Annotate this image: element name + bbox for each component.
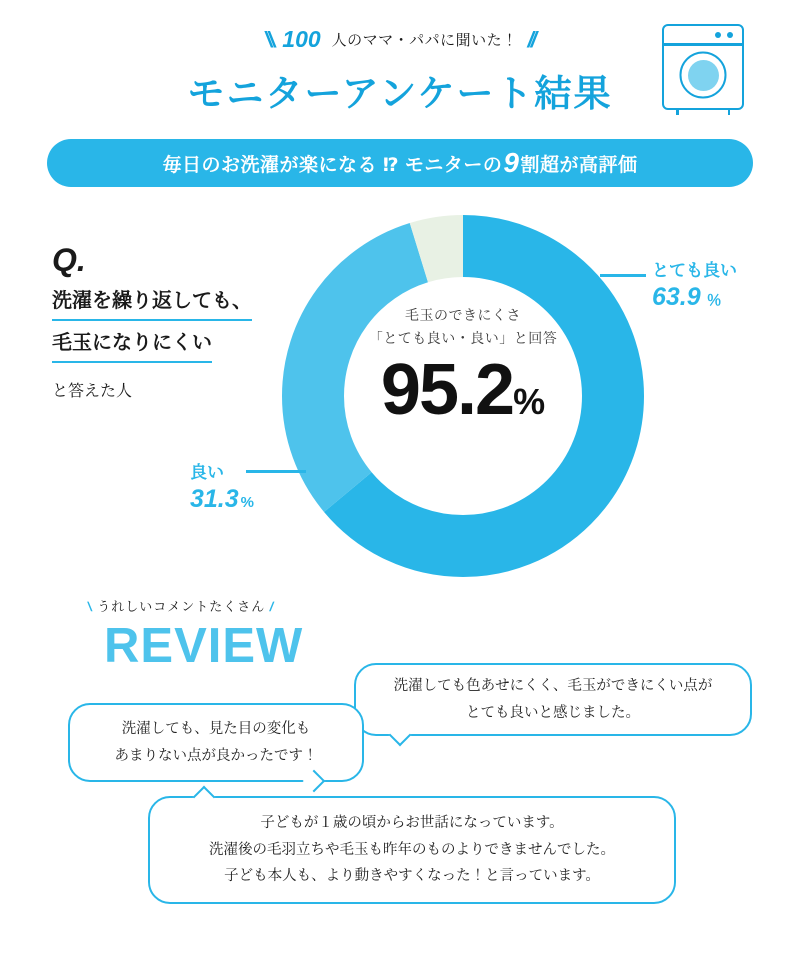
review-kicker [88,596,275,615]
question-tail: と答えた人 [52,383,133,400]
donut-center-value [279,350,647,431]
label-very-good-unit: ％ [706,292,722,309]
review-bubble-1-text [394,673,713,727]
label-good-number: 31.3 [190,485,239,513]
review-bubble-3-line-1: 子どもが１歳の頃からお世話になっています。 [260,814,564,831]
label-good-unit: % [240,494,255,511]
review-bubble-1-line-2: とても良いと感じました。 [466,704,640,721]
label-good-value [190,485,254,514]
review-bubble-3-tail [193,786,216,809]
kicker-text: 人のママ・パパに聞いた！ [331,32,518,49]
donut-caption-line-1: 毛玉のできにくさ [405,307,521,323]
review-bubble-1-line-1: 洗濯しても色あせにくく、毛玉ができにくい点が [393,677,713,694]
label-good [190,458,254,514]
review-bubble-3-line-3: 子ども本人も、より動きやすくなった！と言っています。 [224,868,600,885]
review-bubble-2-line-2: あまりない点が良かったです！ [114,747,318,764]
label-very-good [652,256,737,312]
washer-drum [680,52,727,99]
question-mark: Q. [52,242,86,278]
washing-machine-icon [662,24,744,110]
kicker-number: 100 [282,26,321,52]
washer-foot-left [676,108,679,115]
donut-center-content [279,304,647,431]
review-bubble-2-tail [303,770,326,793]
leader-line-very-good [600,274,646,277]
donut-caption-line-2: 「とても良い・良い」と回答 [368,330,558,347]
review-bubble-2 [68,703,364,782]
review-bubble-3-line-2: 洗濯後の毛羽立ちや毛玉も昨年のものよりできませんでした。 [209,841,615,858]
highlight-banner [47,139,753,187]
washer-panel-divider [664,43,742,46]
label-good-name: 良い [190,463,224,482]
washer-drum-fill [688,60,719,91]
banner-text-part1: 毎日のお洗濯が楽になる ⁉ モニターの [162,154,503,176]
review-bubble-3-text [209,810,615,890]
label-very-good-number: 63.9 [652,283,701,311]
donut-center-symbol: % [513,381,546,423]
banner-text-part2: 割超が高評価 [520,154,638,176]
page-title: モニターアンケート結果 [187,73,613,114]
review-slash-right-icon: / [268,599,277,614]
review-kicker-text: うれしいコメントたくさん [97,599,266,614]
review-bubble-1-tail [389,724,412,747]
washer-foot-right [728,108,731,115]
donut-chart [279,212,647,580]
review-title: REVIEW [104,619,304,673]
slash-right-icon: // [525,26,537,52]
washer-knob-primary [727,32,733,38]
review-bubble-2-line-1: 洗濯しても、見た目の変化も [121,720,311,737]
banner-emphasis-number: 9 [503,147,520,178]
question-line-2: 毛玉になりにくい [52,328,212,363]
review-bubble-3 [148,796,676,904]
leader-line-good [246,470,306,473]
label-very-good-value [652,283,737,312]
question-block [52,244,312,401]
review-slash-left-icon: \ [86,599,95,614]
washer-knob-secondary [715,32,721,38]
label-very-good-name: とても良い [652,261,737,280]
question-line-1: 洗濯を繰り返しても、 [52,286,252,321]
slash-left-icon: \\ [263,26,275,52]
donut-center-number: 95.2 [380,350,514,431]
review-bubble-1 [354,663,752,736]
review-bubble-2-text [115,716,318,770]
